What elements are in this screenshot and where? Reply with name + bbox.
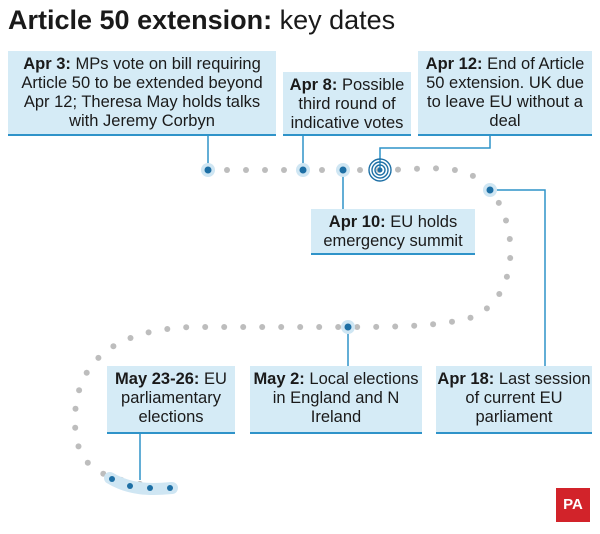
- event-box-may23: [107, 366, 235, 434]
- event-text: EU holds emergency summit: [323, 213, 463, 250]
- connector-line: [380, 136, 490, 170]
- event-text: Local elections in England and N Ireland: [272, 370, 419, 426]
- connector-line: [490, 190, 545, 366]
- event-date: Apr 8:: [289, 76, 338, 94]
- route-dot: [110, 343, 116, 349]
- marker-may23-dot: [127, 483, 133, 489]
- event-date: Apr 3:: [23, 55, 71, 73]
- route-dot: [297, 324, 303, 330]
- marker-may2: [345, 324, 352, 331]
- route-dot: [414, 166, 420, 172]
- route-dot: [202, 324, 208, 330]
- route-dot: [240, 324, 246, 330]
- route-dot: [243, 167, 249, 173]
- event-box-may2: [250, 366, 422, 434]
- route-dot: [73, 406, 79, 412]
- route-dot: [319, 167, 325, 173]
- event-date: Apr 18:: [437, 370, 495, 388]
- title-bold: Article 50 extension:: [8, 5, 273, 35]
- route-dot: [373, 324, 379, 330]
- route-dot: [392, 324, 398, 330]
- route-dot: [449, 319, 455, 325]
- event-date: May 2:: [253, 370, 305, 388]
- route-dot: [507, 255, 513, 261]
- event-box-apr3: [8, 51, 276, 136]
- route-dot: [262, 167, 268, 173]
- marker-apr12: [378, 168, 383, 173]
- route-dot: [164, 326, 170, 332]
- event-text: EU parliamentary elections: [121, 370, 227, 426]
- route-dot: [146, 329, 152, 335]
- marker-apr3: [205, 167, 212, 174]
- route-dot: [470, 173, 476, 179]
- event-date: May 23-26:: [115, 370, 200, 388]
- route-dot: [411, 323, 417, 329]
- pa-logo: PA: [556, 488, 590, 522]
- route-dot: [281, 167, 287, 173]
- route-dot: [76, 387, 82, 393]
- route-dot: [224, 167, 230, 173]
- route-dot: [259, 324, 265, 330]
- route-dot: [395, 167, 401, 173]
- route-dot: [335, 324, 341, 330]
- route-dot: [128, 335, 134, 341]
- route-dot: [496, 291, 502, 297]
- event-text: MPs vote on bill requiring Article 50 to be extended beyond Apr 12; Theresa May holds talks with Jeremy Corbyn: [21, 55, 263, 130]
- marker-may23-dot: [147, 485, 153, 491]
- route-dot: [507, 236, 513, 242]
- event-text: Possible third round of indicative votes: [290, 76, 405, 132]
- route-dot: [496, 200, 502, 206]
- event-box-apr12: [418, 51, 592, 136]
- route-dot: [357, 167, 363, 173]
- route-dot: [316, 324, 322, 330]
- marker-apr10: [340, 167, 347, 174]
- route-dot: [468, 315, 474, 321]
- title-rest: key dates: [272, 5, 396, 35]
- route-dot: [76, 443, 82, 449]
- route-dot: [85, 460, 91, 466]
- route-dot: [221, 324, 227, 330]
- route-dot: [430, 321, 436, 327]
- route-dot: [433, 165, 439, 171]
- event-date: Apr 12:: [425, 55, 483, 73]
- marker-may23-dot: [109, 476, 115, 482]
- marker-apr8: [300, 167, 307, 174]
- route-dot: [354, 324, 360, 330]
- route-dot: [452, 167, 458, 173]
- event-text: End of Article 50 extension. UK due to leave EU without a deal: [426, 55, 585, 130]
- route-dot: [95, 355, 101, 361]
- route-dot: [72, 425, 78, 431]
- event-box-apr8: [283, 72, 411, 136]
- route-dot: [278, 324, 284, 330]
- marker-may23-band: [110, 478, 172, 489]
- event-date: Apr 10:: [328, 213, 386, 231]
- route-dot: [183, 324, 189, 330]
- marker-may23-dot: [167, 485, 173, 491]
- event-box-apr10: [311, 209, 475, 255]
- event-box-apr18: [436, 366, 592, 434]
- route-dot: [504, 274, 510, 280]
- event-text: Last session of current EU parliament: [465, 370, 591, 426]
- marker-apr18: [487, 187, 494, 194]
- route-dot: [84, 370, 90, 376]
- route-dot: [484, 305, 490, 311]
- route-dot: [503, 218, 509, 224]
